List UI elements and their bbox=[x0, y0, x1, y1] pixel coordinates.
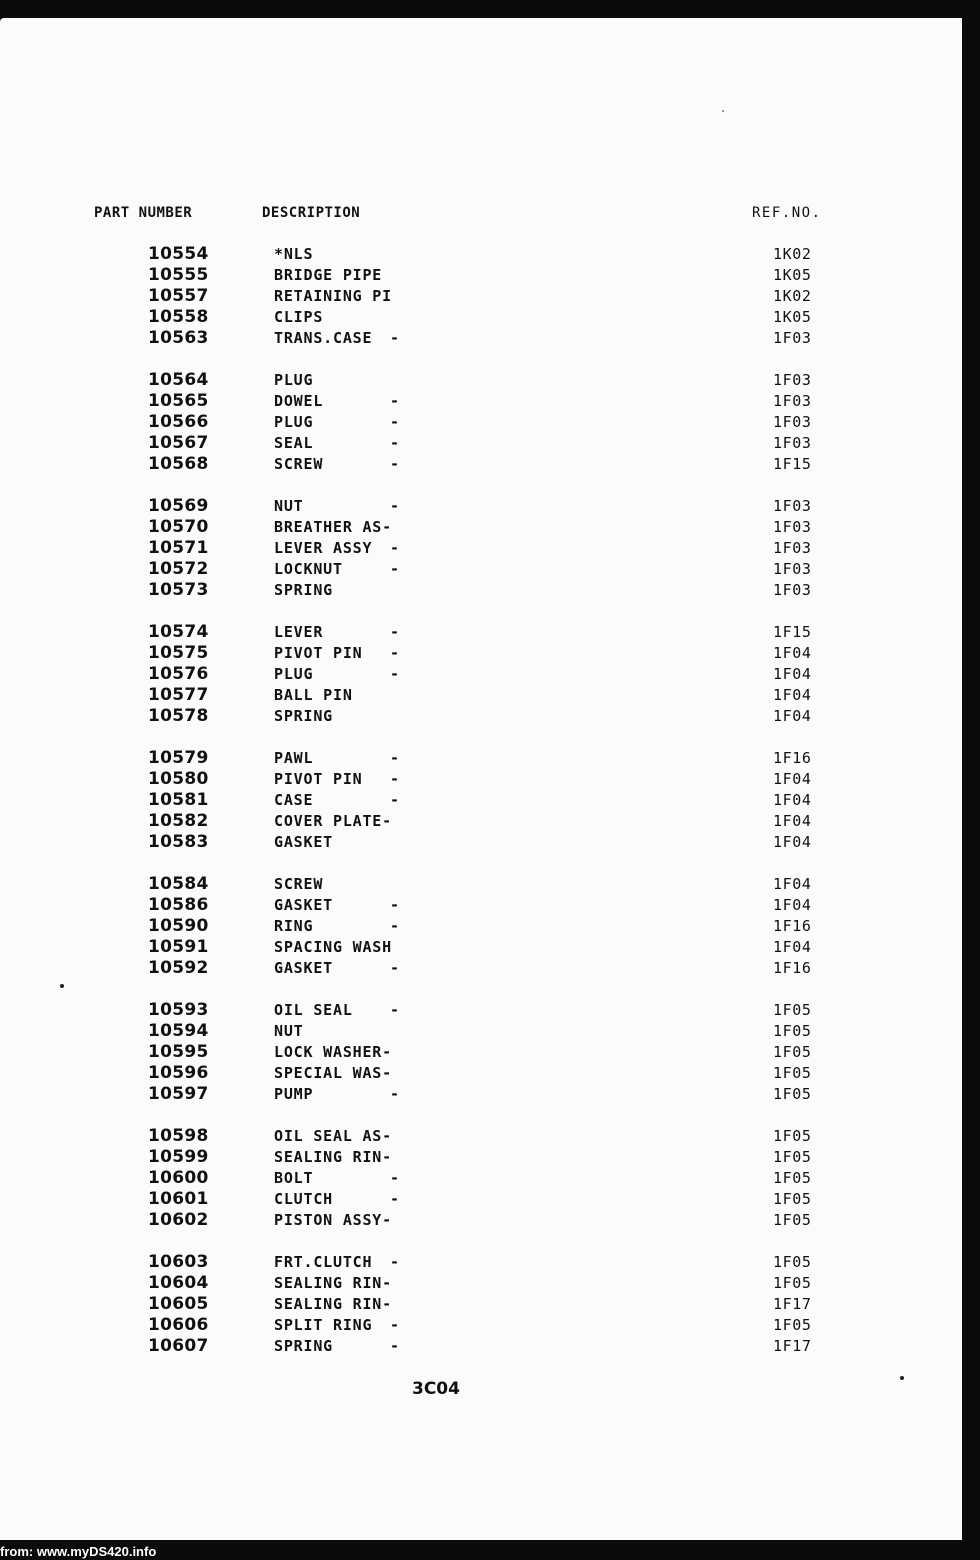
part-number-cell: 10603 bbox=[148, 1252, 209, 1272]
ref-no-cell: 1F04 bbox=[773, 833, 812, 851]
description-cell: SPACING WASH bbox=[274, 938, 392, 956]
table-row bbox=[0, 433, 962, 454]
ref-no-cell: 1F03 bbox=[773, 329, 812, 347]
continuation-dash: - bbox=[390, 770, 400, 788]
table-row bbox=[0, 1336, 962, 1357]
ref-no-cell: 1F03 bbox=[773, 560, 812, 578]
part-number-cell: 10564 bbox=[148, 370, 209, 390]
continuation-dash: - bbox=[390, 455, 400, 473]
parts-list bbox=[0, 244, 962, 1378]
ref-no-cell: 1K05 bbox=[773, 266, 812, 284]
ref-no-cell: 1F16 bbox=[773, 917, 812, 935]
table-row bbox=[0, 811, 962, 832]
table-row bbox=[0, 832, 962, 853]
table-row bbox=[0, 328, 962, 349]
column-header-ref-no: REF.NO. bbox=[752, 205, 822, 221]
description-cell: SPRING bbox=[274, 1337, 333, 1355]
continuation-dash: - bbox=[390, 539, 400, 557]
part-number-cell: 10565 bbox=[148, 391, 209, 411]
table-row bbox=[0, 937, 962, 958]
scan-speck bbox=[722, 110, 724, 112]
description-cell: PUMP bbox=[274, 1085, 314, 1103]
ref-no-cell: 1F03 bbox=[773, 413, 812, 431]
continuation-dash: - bbox=[390, 1337, 400, 1355]
table-row bbox=[0, 874, 962, 895]
part-number-cell: 10606 bbox=[148, 1315, 209, 1335]
table-row bbox=[0, 1294, 962, 1315]
part-number-cell: 10586 bbox=[148, 895, 209, 915]
ref-no-cell: 1F05 bbox=[773, 1064, 812, 1082]
continuation-dash: - bbox=[390, 413, 400, 431]
part-number-cell: 10568 bbox=[148, 454, 209, 474]
part-number-cell: 10590 bbox=[148, 916, 209, 936]
parts-group bbox=[0, 748, 962, 874]
table-row bbox=[0, 895, 962, 916]
description-cell: CLIPS bbox=[274, 308, 324, 326]
description-cell: PLUG bbox=[274, 371, 314, 389]
part-number-cell: 10558 bbox=[148, 307, 209, 327]
table-row bbox=[0, 559, 962, 580]
description-cell: SEALING RIN- bbox=[274, 1274, 392, 1292]
part-number-cell: 10579 bbox=[148, 748, 209, 768]
table-row bbox=[0, 265, 962, 286]
part-number-cell: 10581 bbox=[148, 790, 209, 810]
ref-no-cell: 1F05 bbox=[773, 1022, 812, 1040]
table-row bbox=[0, 412, 962, 433]
part-number-cell: 10607 bbox=[148, 1336, 209, 1356]
continuation-dash: - bbox=[390, 917, 400, 935]
description-cell: SCREW bbox=[274, 875, 324, 893]
parts-group bbox=[0, 874, 962, 1000]
continuation-dash: - bbox=[390, 791, 400, 809]
description-cell: BOLT bbox=[274, 1169, 314, 1187]
part-number-cell: 10600 bbox=[148, 1168, 209, 1188]
ref-no-cell: 1F17 bbox=[773, 1295, 812, 1313]
description-cell: LOCKNUT bbox=[274, 560, 343, 578]
part-number-cell: 10573 bbox=[148, 580, 209, 600]
description-cell: SPRING bbox=[274, 707, 333, 725]
continuation-dash: - bbox=[390, 1169, 400, 1187]
part-number-cell: 10601 bbox=[148, 1189, 209, 1209]
table-row bbox=[0, 1273, 962, 1294]
table-row bbox=[0, 370, 962, 391]
table-row bbox=[0, 1042, 962, 1063]
description-cell: NUT bbox=[274, 497, 304, 515]
table-row bbox=[0, 286, 962, 307]
continuation-dash: - bbox=[390, 1001, 400, 1019]
table-row bbox=[0, 1021, 962, 1042]
description-cell: LOCK WASHER- bbox=[274, 1043, 392, 1061]
part-number-cell: 10555 bbox=[148, 265, 209, 285]
part-number-cell: 10583 bbox=[148, 832, 209, 852]
ref-no-cell: 1F03 bbox=[773, 497, 812, 515]
table-row bbox=[0, 580, 962, 601]
table-row bbox=[0, 769, 962, 790]
ref-no-cell: 1F05 bbox=[773, 1274, 812, 1292]
part-number-cell: 10576 bbox=[148, 664, 209, 684]
ref-no-cell: 1F04 bbox=[773, 875, 812, 893]
description-cell: CASE bbox=[274, 791, 314, 809]
table-row bbox=[0, 664, 962, 685]
part-number-cell: 10572 bbox=[148, 559, 209, 579]
ref-no-cell: 1F15 bbox=[773, 455, 812, 473]
continuation-dash: - bbox=[390, 959, 400, 977]
part-number-cell: 10597 bbox=[148, 1084, 209, 1104]
description-cell: BRIDGE PIPE bbox=[274, 266, 383, 284]
description-cell: FRT.CLUTCH bbox=[274, 1253, 373, 1271]
ref-no-cell: 1K02 bbox=[773, 245, 812, 263]
description-cell: GASKET bbox=[274, 959, 333, 977]
ref-no-cell: 1F05 bbox=[773, 1001, 812, 1019]
part-number-cell: 10598 bbox=[148, 1126, 209, 1146]
part-number-cell: 10580 bbox=[148, 769, 209, 789]
ref-no-cell: 1F04 bbox=[773, 938, 812, 956]
part-number-cell: 10557 bbox=[148, 286, 209, 306]
part-number-cell: 10569 bbox=[148, 496, 209, 516]
table-row bbox=[0, 622, 962, 643]
part-number-cell: 10582 bbox=[148, 811, 209, 831]
description-cell: LEVER bbox=[274, 623, 324, 641]
ref-no-cell: 1F04 bbox=[773, 665, 812, 683]
part-number-cell: 10563 bbox=[148, 328, 209, 348]
table-row bbox=[0, 1168, 962, 1189]
table-row bbox=[0, 1189, 962, 1210]
ref-no-cell: 1F17 bbox=[773, 1337, 812, 1355]
part-number-cell: 10575 bbox=[148, 643, 209, 663]
continuation-dash: - bbox=[390, 665, 400, 683]
continuation-dash: - bbox=[390, 896, 400, 914]
description-cell: PIVOT PIN bbox=[274, 770, 363, 788]
description-cell: SEAL bbox=[274, 434, 314, 452]
description-cell: BREATHER AS- bbox=[274, 518, 392, 536]
continuation-dash: - bbox=[390, 329, 400, 347]
description-cell: *NLS bbox=[274, 245, 314, 263]
ref-no-cell: 1F15 bbox=[773, 623, 812, 641]
continuation-dash: - bbox=[390, 1085, 400, 1103]
table-row bbox=[0, 1084, 962, 1105]
ref-no-cell: 1F04 bbox=[773, 707, 812, 725]
table-row bbox=[0, 454, 962, 475]
ref-no-cell: 1F03 bbox=[773, 371, 812, 389]
ref-no-cell: 1F04 bbox=[773, 812, 812, 830]
ref-no-cell: 1F16 bbox=[773, 749, 812, 767]
description-cell: OIL SEAL bbox=[274, 1001, 353, 1019]
table-row bbox=[0, 307, 962, 328]
continuation-dash: - bbox=[390, 497, 400, 515]
description-cell: PAWL bbox=[274, 749, 314, 767]
table-row bbox=[0, 643, 962, 664]
description-cell: DOWEL bbox=[274, 392, 324, 410]
continuation-dash: - bbox=[390, 644, 400, 662]
table-row bbox=[0, 790, 962, 811]
description-cell: PISTON ASSY- bbox=[274, 1211, 392, 1229]
ref-no-cell: 1F05 bbox=[773, 1043, 812, 1061]
table-row bbox=[0, 958, 962, 979]
column-header-description: DESCRIPTION bbox=[262, 205, 361, 221]
description-cell: SEALING RIN- bbox=[274, 1295, 392, 1313]
table-row bbox=[0, 706, 962, 727]
continuation-dash: - bbox=[390, 749, 400, 767]
description-cell: SPECIAL WAS- bbox=[274, 1064, 392, 1082]
continuation-dash: - bbox=[390, 623, 400, 641]
table-row bbox=[0, 244, 962, 265]
parts-group bbox=[0, 1126, 962, 1252]
ref-no-cell: 1F03 bbox=[773, 434, 812, 452]
part-number-cell: 10599 bbox=[148, 1147, 209, 1167]
ref-no-cell: 1F03 bbox=[773, 392, 812, 410]
part-number-cell: 10578 bbox=[148, 706, 209, 726]
part-number-cell: 10604 bbox=[148, 1273, 209, 1293]
description-cell: RING bbox=[274, 917, 314, 935]
part-number-cell: 10571 bbox=[148, 538, 209, 558]
description-cell: GASKET bbox=[274, 833, 333, 851]
part-number-cell: 10594 bbox=[148, 1021, 209, 1041]
table-row bbox=[0, 517, 962, 538]
ref-no-cell: 1F16 bbox=[773, 959, 812, 977]
table-row bbox=[0, 496, 962, 517]
part-number-cell: 10596 bbox=[148, 1063, 209, 1083]
ref-no-cell: 1F04 bbox=[773, 644, 812, 662]
page-number: 3C04 bbox=[412, 1379, 460, 1399]
continuation-dash: - bbox=[390, 1316, 400, 1334]
column-header-part-number: PART NUMBER bbox=[94, 205, 193, 221]
description-cell: PLUG bbox=[274, 665, 314, 683]
ref-no-cell: 1F03 bbox=[773, 539, 812, 557]
table-row bbox=[0, 916, 962, 937]
ref-no-cell: 1F05 bbox=[773, 1085, 812, 1103]
table-row bbox=[0, 391, 962, 412]
continuation-dash: - bbox=[390, 1253, 400, 1271]
part-number-cell: 10602 bbox=[148, 1210, 209, 1230]
ref-no-cell: 1F04 bbox=[773, 896, 812, 914]
parts-group bbox=[0, 622, 962, 748]
ref-no-cell: 1F05 bbox=[773, 1190, 812, 1208]
ref-no-cell: 1K05 bbox=[773, 308, 812, 326]
part-number-cell: 10554 bbox=[148, 244, 209, 264]
part-number-cell: 10574 bbox=[148, 622, 209, 642]
table-row bbox=[0, 1210, 962, 1231]
ref-no-cell: 1F05 bbox=[773, 1316, 812, 1334]
parts-group bbox=[0, 244, 962, 370]
ref-no-cell: 1F05 bbox=[773, 1211, 812, 1229]
description-cell: SPLIT RING bbox=[274, 1316, 373, 1334]
table-row bbox=[0, 538, 962, 559]
description-cell: SCREW bbox=[274, 455, 324, 473]
ref-no-cell: 1F05 bbox=[773, 1253, 812, 1271]
ref-no-cell: 1F04 bbox=[773, 686, 812, 704]
ref-no-cell: 1F05 bbox=[773, 1127, 812, 1145]
parts-group bbox=[0, 370, 962, 496]
part-number-cell: 10577 bbox=[148, 685, 209, 705]
description-cell: PLUG bbox=[274, 413, 314, 431]
description-cell: COVER PLATE- bbox=[274, 812, 392, 830]
part-number-cell: 10592 bbox=[148, 958, 209, 978]
parts-group bbox=[0, 1252, 962, 1378]
table-row bbox=[0, 748, 962, 769]
ref-no-cell: 1F05 bbox=[773, 1148, 812, 1166]
description-cell: PIVOT PIN bbox=[274, 644, 363, 662]
part-number-cell: 10584 bbox=[148, 874, 209, 894]
description-cell: CLUTCH bbox=[274, 1190, 333, 1208]
part-number-cell: 10566 bbox=[148, 412, 209, 432]
part-number-cell: 10567 bbox=[148, 433, 209, 453]
continuation-dash: - bbox=[390, 392, 400, 410]
ref-no-cell: 1F04 bbox=[773, 791, 812, 809]
description-cell: LEVER ASSY bbox=[274, 539, 373, 557]
table-row bbox=[0, 1315, 962, 1336]
ref-no-cell: 1K02 bbox=[773, 287, 812, 305]
ref-no-cell: 1F05 bbox=[773, 1169, 812, 1187]
table-row bbox=[0, 1000, 962, 1021]
source-footer: from: www.myDS420.info bbox=[0, 1544, 157, 1559]
part-number-cell: 10593 bbox=[148, 1000, 209, 1020]
description-cell: RETAINING PI bbox=[274, 287, 392, 305]
part-number-cell: 10595 bbox=[148, 1042, 209, 1062]
description-cell: TRANS.CASE bbox=[274, 329, 373, 347]
ref-no-cell: 1F03 bbox=[773, 581, 812, 599]
description-cell: OIL SEAL AS- bbox=[274, 1127, 392, 1145]
ref-no-cell: 1F04 bbox=[773, 770, 812, 788]
continuation-dash: - bbox=[390, 434, 400, 452]
description-cell: SEALING RIN- bbox=[274, 1148, 392, 1166]
table-row bbox=[0, 1063, 962, 1084]
continuation-dash: - bbox=[390, 1190, 400, 1208]
part-number-cell: 10591 bbox=[148, 937, 209, 957]
description-cell: BALL PIN bbox=[274, 686, 353, 704]
parts-group bbox=[0, 496, 962, 622]
parts-group bbox=[0, 1000, 962, 1126]
description-cell: SPRING bbox=[274, 581, 333, 599]
ref-no-cell: 1F03 bbox=[773, 518, 812, 536]
continuation-dash: - bbox=[390, 560, 400, 578]
table-row bbox=[0, 685, 962, 706]
table-row bbox=[0, 1252, 962, 1273]
part-number-cell: 10605 bbox=[148, 1294, 209, 1314]
table-row bbox=[0, 1126, 962, 1147]
part-number-cell: 10570 bbox=[148, 517, 209, 537]
description-cell: NUT bbox=[274, 1022, 304, 1040]
description-cell: GASKET bbox=[274, 896, 333, 914]
table-row bbox=[0, 1147, 962, 1168]
